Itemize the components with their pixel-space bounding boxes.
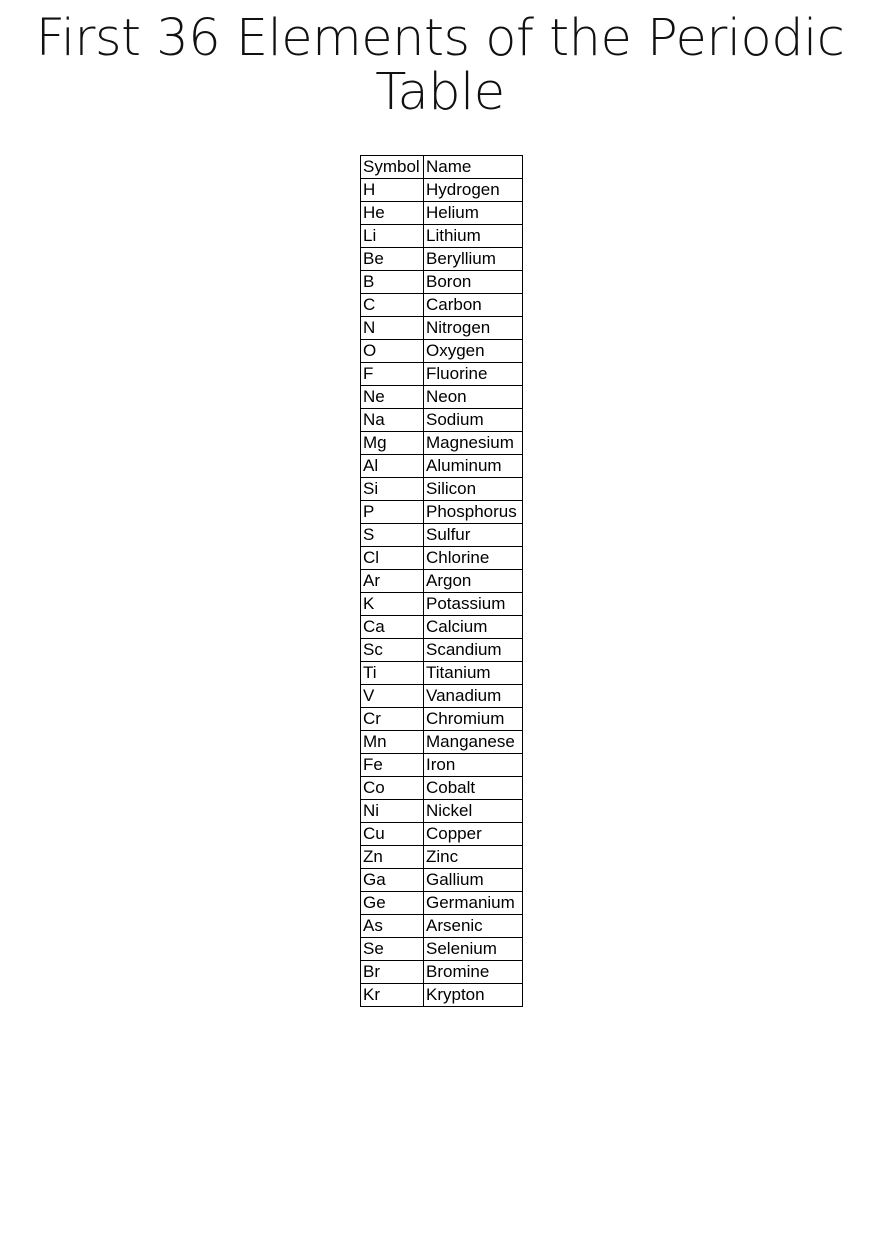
element-symbol-cell: Zn [361,846,424,869]
table-row [361,777,523,800]
page-title [0,9,880,122]
table-row [361,570,523,593]
table-row [361,547,523,570]
element-name-cell: Magnesium [424,432,523,455]
element-symbol-cell: Al [361,455,424,478]
element-name-cell: Potassium [424,593,523,616]
table-row [361,409,523,432]
table-row [361,363,523,386]
table-row [361,248,523,271]
table-row [361,685,523,708]
element-symbol-cell: Co [361,777,424,800]
table-row [361,915,523,938]
elements-table-body [361,156,523,1007]
element-symbol-cell: Cr [361,708,424,731]
element-name-cell: Helium [424,202,523,225]
table-row [361,225,523,248]
element-name-cell: Beryllium [424,248,523,271]
element-name-cell: Bromine [424,961,523,984]
element-symbol-cell: F [361,363,424,386]
element-symbol-cell: Fe [361,754,424,777]
element-symbol-cell: B [361,271,424,294]
element-symbol-cell: Mn [361,731,424,754]
element-name-cell: Chromium [424,708,523,731]
element-name-cell: Sulfur [424,524,523,547]
table-row [361,938,523,961]
element-name-cell: Lithium [424,225,523,248]
table-row [361,846,523,869]
element-name-cell: Calcium [424,616,523,639]
element-name-cell: Manganese [424,731,523,754]
table-row [361,961,523,984]
element-symbol-cell: Sc [361,639,424,662]
element-symbol-cell: He [361,202,424,225]
element-name-cell: Nitrogen [424,317,523,340]
element-symbol-cell: S [361,524,424,547]
element-name-cell: Gallium [424,869,523,892]
element-symbol-cell: Ge [361,892,424,915]
element-symbol-cell: Ni [361,800,424,823]
page-title-line-2: Table [375,63,505,122]
table-row [361,478,523,501]
table-row [361,386,523,409]
element-name-cell: Cobalt [424,777,523,800]
element-symbol-cell: Ne [361,386,424,409]
element-symbol-cell: Li [361,225,424,248]
element-name-cell: Aluminum [424,455,523,478]
table-row [361,984,523,1007]
element-symbol-cell: H [361,179,424,202]
header-symbol: Symbol [361,156,424,179]
element-symbol-cell: Mg [361,432,424,455]
element-symbol-cell: V [361,685,424,708]
table-row [361,432,523,455]
element-symbol-cell: Cu [361,823,424,846]
element-name-cell: Hydrogen [424,179,523,202]
header-name: Name [424,156,523,179]
element-name-cell: Scandium [424,639,523,662]
element-name-cell: Silicon [424,478,523,501]
element-name-cell: Chlorine [424,547,523,570]
table-header-row [361,156,523,179]
table-row [361,501,523,524]
element-name-cell: Arsenic [424,915,523,938]
table-row [361,317,523,340]
table-row [361,616,523,639]
table-row [361,524,523,547]
element-symbol-cell: Br [361,961,424,984]
element-symbol-cell: Ti [361,662,424,685]
element-name-cell: Titanium [424,662,523,685]
table-row [361,202,523,225]
element-symbol-cell: Kr [361,984,424,1007]
element-name-cell: Argon [424,570,523,593]
element-symbol-cell: Ca [361,616,424,639]
elements-table [360,155,523,1007]
element-symbol-cell: C [361,294,424,317]
table-row [361,639,523,662]
element-name-cell: Selenium [424,938,523,961]
element-name-cell: Krypton [424,984,523,1007]
element-name-cell: Phosphorus [424,501,523,524]
element-symbol-cell: Cl [361,547,424,570]
element-symbol-cell: Ga [361,869,424,892]
table-row [361,271,523,294]
table-row [361,662,523,685]
element-name-cell: Neon [424,386,523,409]
table-row [361,800,523,823]
element-name-cell: Iron [424,754,523,777]
element-name-cell: Germanium [424,892,523,915]
table-row [361,593,523,616]
table-row [361,340,523,363]
table-row [361,754,523,777]
element-symbol-cell: Be [361,248,424,271]
element-name-cell: Carbon [424,294,523,317]
element-name-cell: Zinc [424,846,523,869]
element-symbol-cell: Si [361,478,424,501]
element-name-cell: Sodium [424,409,523,432]
table-row [361,179,523,202]
element-symbol-cell: As [361,915,424,938]
element-symbol-cell: Na [361,409,424,432]
element-name-cell: Fluorine [424,363,523,386]
element-symbol-cell: O [361,340,424,363]
table-row [361,455,523,478]
element-symbol-cell: K [361,593,424,616]
element-name-cell: Nickel [424,800,523,823]
element-symbol-cell: Ar [361,570,424,593]
element-name-cell: Vanadium [424,685,523,708]
table-row [361,892,523,915]
table-row [361,731,523,754]
table-row [361,294,523,317]
element-name-cell: Boron [424,271,523,294]
element-symbol-cell: P [361,501,424,524]
element-symbol-cell: N [361,317,424,340]
table-row [361,708,523,731]
element-name-cell: Oxygen [424,340,523,363]
table-row [361,869,523,892]
page-title-line-1: First 36 Elements of the Periodic [35,9,845,68]
element-name-cell: Copper [424,823,523,846]
table-row [361,823,523,846]
element-symbol-cell: Se [361,938,424,961]
